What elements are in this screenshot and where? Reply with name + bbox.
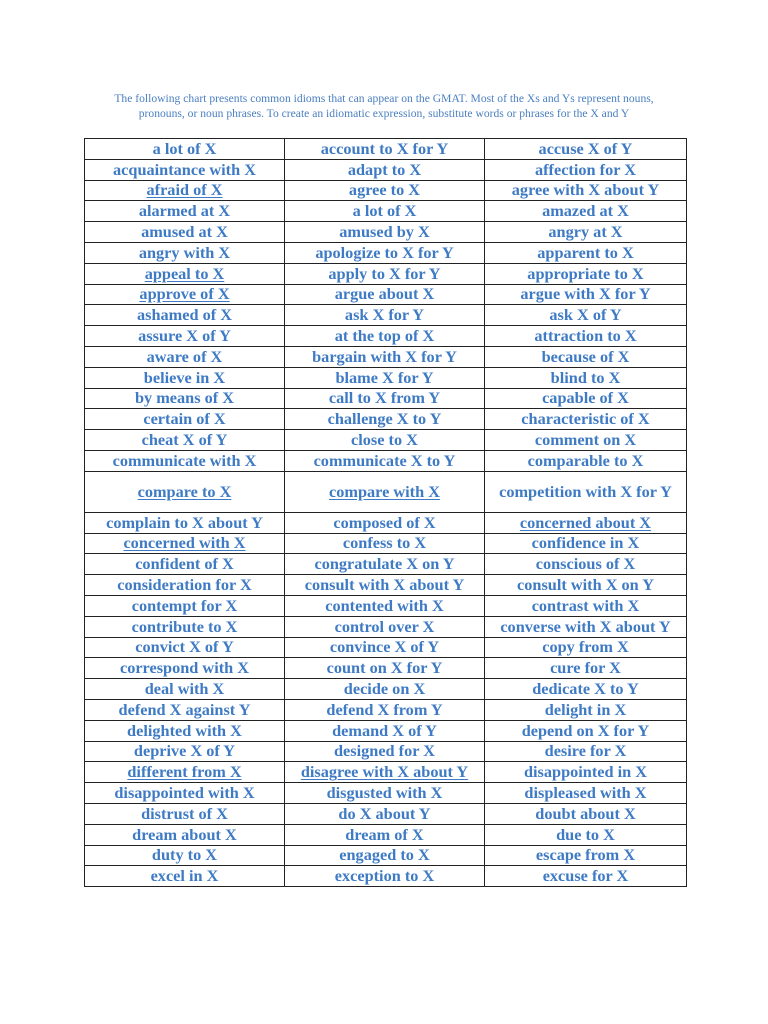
table-row [85,824,687,845]
idiom-cell: disappointed with X [85,783,285,804]
idiom-cell: blame X for Y [285,367,485,388]
idiom-cell: capable of X [485,388,687,409]
table-row [85,637,687,658]
idiom-cell: apologize to X for Y [285,242,485,263]
table-row [85,803,687,824]
idiom-cell: ashamed of X [85,305,285,326]
idiom-cell: appropriate to X [485,263,687,284]
idiom-cell: agree to X [285,180,485,201]
idiom-cell: close to X [285,430,485,451]
table-row [85,679,687,700]
table-row [85,575,687,596]
table-row [85,741,687,762]
idiom-cell: dream about X [85,824,285,845]
idiom-cell: copy from X [485,637,687,658]
idiom-cell: displeased with X [485,783,687,804]
idiom-link[interactable]: compare to X [85,471,285,512]
idiom-cell: blind to X [485,367,687,388]
idiom-cell: delight in X [485,699,687,720]
table-row [85,699,687,720]
idiom-cell: agree with X about Y [485,180,687,201]
idiom-cell: dedicate X to Y [485,679,687,700]
idiom-cell: consult with X about Y [285,575,485,596]
idiom-cell: consult with X on Y [485,575,687,596]
idiom-cell: distrust of X [85,803,285,824]
idiom-cell: convict X of Y [85,637,285,658]
idiom-cell: a lot of X [285,201,485,222]
idiom-cell: designed for X [285,741,485,762]
idiom-cell: excuse for X [485,866,687,887]
idiom-cell: contempt for X [85,595,285,616]
idiom-cell: angry with X [85,242,285,263]
idiom-cell: depend on X for Y [485,720,687,741]
idiom-cell: do X about Y [285,803,485,824]
idiom-cell: cure for X [485,658,687,679]
idiom-cell: comment on X [485,430,687,451]
idiom-cell: duty to X [85,845,285,866]
table-row [85,762,687,783]
idiom-cell: count on X for Y [285,658,485,679]
table-row [85,326,687,347]
idiom-cell: escape from X [485,845,687,866]
idiom-cell: alarmed at X [85,201,285,222]
table-row [85,783,687,804]
idiom-cell: affection for X [485,159,687,180]
idiom-cell: apparent to X [485,242,687,263]
idiom-cell: confess to X [285,533,485,554]
idiom-cell: contribute to X [85,616,285,637]
idiom-cell: disgusted with X [285,783,485,804]
idiom-cell: ask X of Y [485,305,687,326]
idiom-cell: deal with X [85,679,285,700]
idiom-cell: ask X for Y [285,305,485,326]
idiom-cell: because of X [485,346,687,367]
table-row [85,720,687,741]
idiom-cell: argue with X for Y [485,284,687,305]
idiom-cell: decide on X [285,679,485,700]
idiom-cell: composed of X [285,512,485,533]
idiom-cell: confidence in X [485,533,687,554]
table-row [85,866,687,887]
table-row [85,139,687,160]
intro-line-1: The following chart presents common idioms that can appear on the GMAT. Most of the Xs and Ys represent nouns, [114,92,654,105]
table-row [85,284,687,305]
idiom-cell: deprive X of Y [85,741,285,762]
table-row [85,616,687,637]
idiom-cell: engaged to X [285,845,485,866]
idiom-cell: amused by X [285,222,485,243]
table-row [85,845,687,866]
idiom-cell: converse with X about Y [485,616,687,637]
table-row [85,450,687,471]
table-row [85,201,687,222]
idiom-cell: characteristic of X [485,409,687,430]
idiom-cell: adapt to X [285,159,485,180]
idiom-cell: due to X [485,824,687,845]
idioms-table [84,138,687,887]
idiom-cell: communicate X to Y [285,450,485,471]
idiom-cell: excel in X [85,866,285,887]
idiom-cell: believe in X [85,367,285,388]
table-row [85,242,687,263]
idiom-cell: exception to X [285,866,485,887]
idiom-cell: communicate with X [85,450,285,471]
table-row [85,512,687,533]
idiom-cell: conscious of X [485,554,687,575]
idiom-cell: account to X for Y [285,139,485,160]
idiom-link[interactable]: concerned about X [485,512,687,533]
idiom-cell: disappointed in X [485,762,687,783]
table-row [85,409,687,430]
idiom-cell: control over X [285,616,485,637]
table-row [85,180,687,201]
idiom-cell: dream of X [285,824,485,845]
idiom-cell: desire for X [485,741,687,762]
idiom-link[interactable]: disagree with X about Y [285,762,485,783]
idiom-cell: doubt about X [485,803,687,824]
table-row [85,222,687,243]
idiom-cell: congratulate X on Y [285,554,485,575]
idiom-cell: amused at X [85,222,285,243]
idiom-cell: demand X of Y [285,720,485,741]
table-row [85,533,687,554]
idiom-cell: convince X of Y [285,637,485,658]
idiom-cell: contrast with X [485,595,687,616]
idiom-cell: challenge X to Y [285,409,485,430]
table-row [85,305,687,326]
idiom-cell: angry at X [485,222,687,243]
idiom-cell: acquaintance with X [85,159,285,180]
idiom-cell: delighted with X [85,720,285,741]
table-row [85,658,687,679]
idiom-cell: accuse X of Y [485,139,687,160]
idiom-cell: bargain with X for Y [285,346,485,367]
table-row [85,263,687,284]
idiom-cell: defend X from Y [285,699,485,720]
idiom-cell: call to X from Y [285,388,485,409]
table-row [85,346,687,367]
table-row [85,388,687,409]
table-row [85,554,687,575]
idiom-cell: cheat X of Y [85,430,285,451]
idiom-cell: certain of X [85,409,285,430]
idiom-link[interactable]: appeal to X [85,263,285,284]
idiom-cell: correspond with X [85,658,285,679]
table-row [85,367,687,388]
table-row [85,430,687,451]
idiom-link[interactable]: different from X [85,762,285,783]
intro-line-2: pronouns, or noun phrases. To create an idiomatic expression, substitute words or phrases for the X and Y [138,107,630,120]
idiom-cell: aware of X [85,346,285,367]
table-row [85,471,687,512]
idiom-cell: contented with X [285,595,485,616]
idiom-cell: amazed at X [485,201,687,222]
idiom-link[interactable]: concerned with X [85,533,285,554]
idiom-cell: defend X against Y [85,699,285,720]
idiom-cell: comparable to X [485,450,687,471]
idiom-cell: consideration for X [85,575,285,596]
idiom-cell: complain to X about Y [85,512,285,533]
intro-text [80,91,688,121]
idiom-link[interactable]: compare with X [285,471,485,512]
idiom-cell: competition with X for Y [485,471,687,512]
table-row [85,595,687,616]
idiom-cell: at the top of X [285,326,485,347]
idiom-cell: confident of X [85,554,285,575]
idiom-link[interactable]: approve of X [85,284,285,305]
idiom-cell: argue about X [285,284,485,305]
table-row [85,159,687,180]
idiom-cell: by means of X [85,388,285,409]
idiom-link[interactable]: afraid of X [85,180,285,201]
idiom-cell: a lot of X [85,139,285,160]
idiom-cell: attraction to X [485,326,687,347]
idiom-cell: apply to X for Y [285,263,485,284]
idiom-cell: assure X of Y [85,326,285,347]
